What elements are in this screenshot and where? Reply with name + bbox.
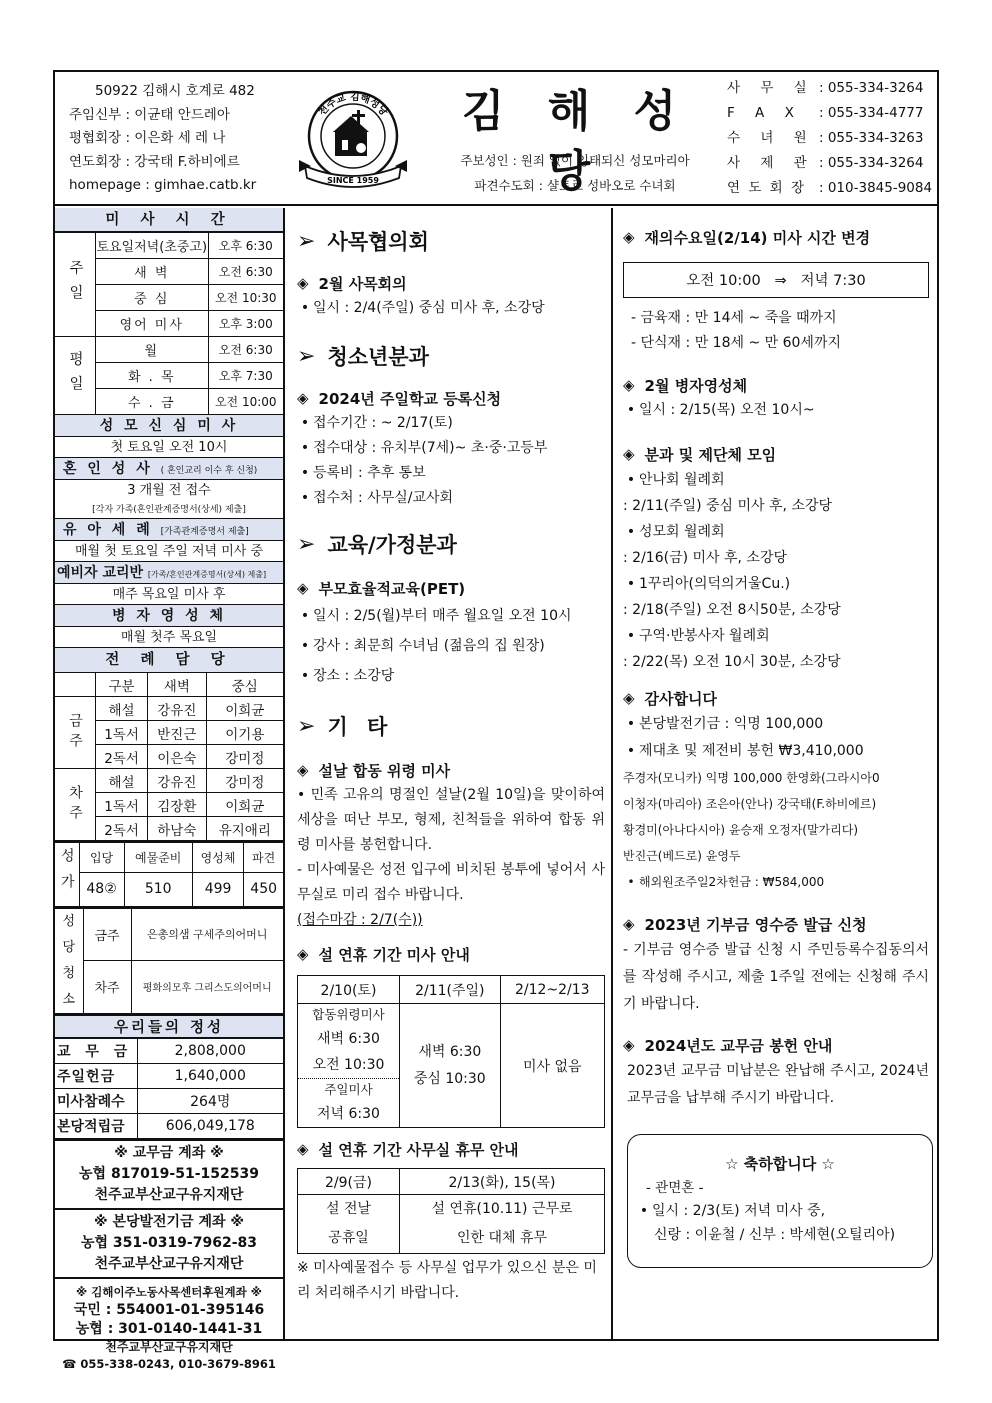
mass-name: 중 심 — [96, 285, 209, 311]
mass-row — [55, 233, 283, 259]
contact-rectory: 사 제 관 : 055-334-3264 — [727, 155, 924, 171]
duty-header-row — [55, 673, 283, 697]
duty-header: 중심 — [206, 673, 283, 697]
marian-mass-value: 첫 토요일 오전 10시 — [55, 437, 283, 458]
memorial-deadline: (접수마감 : 2/7(수)) — [297, 912, 423, 928]
mass-row — [55, 337, 283, 363]
account-number: 농협 351-0319-7962-83 — [81, 1234, 257, 1251]
account-phone: ☎ 055-338-0243, 010-3679-8961 — [62, 1356, 276, 1371]
diamond-icon: ◈ — [297, 1140, 309, 1158]
cleaning-label: 성당청소 — [55, 908, 83, 1014]
offering-table — [55, 1038, 283, 1139]
wedding-heading: 혼 인 성 사 ( 혼인교리 이수 후 신청) — [55, 458, 283, 480]
contact-fax: F A X : 055-334-4777 — [727, 105, 924, 121]
offering-label: 본당적립금 — [55, 1113, 137, 1138]
mass-name: 새 벽 — [96, 259, 209, 285]
sick-communion-subtitle: ◈ 2월 병자영성체 — [623, 376, 748, 395]
right-column — [615, 208, 937, 1341]
contact-yeondo: 연 도 회 장 : 010-3845-9084 — [727, 180, 933, 196]
council-section-title: ➢ 사목협의회 — [297, 228, 429, 254]
hymn-header: 영성체 — [192, 842, 243, 872]
diamond-icon: ◈ — [297, 389, 309, 407]
logo-text: 천주교 김해성당 — [316, 91, 390, 119]
mass-name: 토요일저녁(초중고) — [96, 233, 209, 259]
schedule-header: 2/10(토) — [298, 976, 400, 1004]
duty-cell: 하남숙 — [148, 817, 207, 841]
arrow-icon: ➢ — [297, 228, 316, 254]
meeting-name: • 1꾸리아(의덕의거울Cu.) — [626, 576, 791, 592]
parish-info — [69, 80, 289, 198]
hymn-header: 예물준비 — [124, 842, 192, 872]
council-president: 평협회장 : 이은화 세 레 나 — [69, 130, 226, 147]
hymn-header: 입당 — [79, 842, 124, 872]
mass-times-table — [55, 232, 283, 415]
account-number: 농협 817019-51-152539 — [79, 1165, 259, 1182]
logo-since: SINCE 1959 — [327, 176, 379, 185]
duty-cell: 김장환 — [148, 793, 207, 817]
arrow-icon: ➢ — [297, 713, 316, 739]
cleaning-groups: 은총의샘 구세주의어머니 — [131, 908, 283, 961]
header-subinfo — [445, 148, 705, 198]
offering-value: 2,808,000 — [137, 1038, 283, 1063]
memorial-mass-note: - 미사예물은 성전 입구에 비치된 봉투에 넣어서 사무실로 미리 접수 바랍니다. — [297, 862, 605, 903]
meeting-name: • 구역·반봉사자 월례회 — [626, 628, 770, 644]
sick-communion-heading: 병 자 영 성 체 — [55, 605, 283, 627]
account-title: ※ 김해이주노동사목센터후원계좌 ※ — [76, 1284, 262, 1299]
offering-value: 1,640,000 — [137, 1063, 283, 1088]
mass-name: 영어 미사 — [96, 311, 209, 337]
schedule-cell: 설 연휴(10.11) 근무로 인한 대체 휴무 — [400, 1195, 605, 1254]
memorial-mass-text: • 민족 고유의 명절인 설날(2월 10일)을 맞이하여 세상을 떠난 부모, 형제, 친척들을 위하여 합동 위령 미사를 봉헌합니다. — [297, 787, 605, 853]
cleaning-week: 차주 — [83, 960, 131, 1013]
mass-name: 화 . 목 — [96, 363, 209, 389]
contact-convent: 수 녀 원 : 055-334-3263 — [727, 130, 924, 146]
duty-header: 새벽 — [148, 673, 207, 697]
list-item: • 일시 : 2/5(월)부터 매주 월요일 오전 10시 — [300, 608, 572, 624]
schedule-cell: 합동위령미사 새벽 6:30 오전 10:30 주일미사 저녁 6:30 — [298, 1004, 400, 1128]
diamond-icon: ◈ — [297, 761, 309, 779]
religious-order: 파견수도회 : 샬트르 성바오로 수녀회 — [474, 178, 676, 193]
arrow-icon: ➢ — [297, 531, 316, 557]
main-column — [287, 208, 613, 1341]
schedule-header: 2/13(화), 15(목) — [400, 1169, 605, 1195]
contact-office: 사 무 실 : 055-334-3264 — [727, 80, 924, 96]
development-fund-account — [55, 1208, 283, 1277]
address: 50922 김해시 호계로 482 — [95, 83, 255, 99]
office-note: ※ 미사예물접수 등 사무실 업무가 있으신 분은 미리 처리해주시기 바랍니다. — [297, 1260, 597, 1301]
meeting-name: • 성모회 월례회 — [626, 524, 725, 540]
baptism-heading: 유 아 세 례 [가족관계증명서 제출] — [55, 519, 283, 541]
meeting-time: : 2/11(주일) 중심 미사 후, 소강당 — [623, 498, 833, 514]
contact-list — [727, 76, 937, 201]
duty-cell: 이희균 — [206, 697, 283, 721]
donor-line: 반진근(베드로) 윤영두 — [623, 849, 741, 863]
wedding-value: 3 개월 전 접수 — [127, 483, 211, 498]
meeting-time: : 2/16(금) 미사 후, 소강당 — [623, 550, 787, 566]
account-title: ※ 본당발전기금 계좌 ※ — [93, 1213, 245, 1230]
offering-value: 264명 — [137, 1088, 283, 1113]
duty-cell: 1독서 — [96, 793, 148, 817]
catechism-heading: 예비자 교리반 [가족/혼인관계증명서(상세) 제출] — [55, 562, 283, 584]
duty-cell: 이은숙 — [148, 745, 207, 769]
diamond-icon: ◈ — [623, 376, 635, 394]
account-holder: 천주교부산교구유지재단 — [94, 1255, 244, 1272]
list-item: • 접수대상 : 유치부(7세)~ 초·중·고등부 — [300, 440, 548, 456]
diamond-icon: ◈ — [623, 1036, 635, 1054]
yeondo-president: 연도회장 : 강국태 F.하비에르 — [69, 153, 240, 170]
thanks-subtitle: ◈ 감사합니다 — [623, 689, 717, 708]
pastor: 주임신부 : 이균태 안드레아 — [69, 106, 230, 123]
holiday-mass-table — [297, 975, 605, 1128]
cleaning-table — [55, 907, 283, 1014]
schedule-header: 2/11(주일) — [400, 976, 501, 1004]
meeting-time: : 2/22(목) 오전 10시 30분, 소강당 — [623, 654, 841, 670]
marian-mass-heading: 성 모 신 심 미 사 — [55, 415, 283, 437]
schedule-header: 2/12~2/13 — [500, 976, 604, 1004]
duty-cell: 강유진 — [148, 769, 207, 793]
mass-times-heading: 미 사 시 간 — [55, 208, 283, 232]
baptism-value: 매월 첫 토요일 주일 저녁 미사 중 — [55, 541, 283, 562]
list-item: • 등록비 : 추후 통보 — [300, 465, 426, 481]
duty-cell: 반진근 — [148, 721, 207, 745]
group-meeting-subtitle: ◈ 분과 및 제단체 모임 — [623, 445, 777, 464]
list-item: • 강사 : 최문희 수녀님 (젊음의 집 원장) — [300, 638, 545, 654]
donor-line: 황경미(아나다시아) 윤승재 오정자(말가리다) — [623, 823, 859, 837]
bulletin-page — [53, 70, 939, 1371]
duty-cell: 강미정 — [206, 745, 283, 769]
bulletin-header — [55, 72, 937, 206]
mass-name: 월 — [96, 337, 209, 363]
hymn-number: 450 — [244, 872, 283, 906]
diamond-icon: ◈ — [297, 579, 309, 597]
couple-names: 신랑 : 이윤철 / 신부 : 박세현(오틸리아) — [654, 1227, 896, 1243]
memorial-mass-subtitle: ◈ 설날 합동 위령 미사 — [297, 761, 451, 780]
mass-time: 오전 6:30 — [208, 259, 283, 285]
list-item: • 본당발전기금 : 익명 100,000 — [626, 716, 824, 732]
duty-cell: 1독서 — [96, 721, 148, 745]
offering-label: 주일헌금 — [55, 1063, 137, 1088]
duty-row — [55, 769, 283, 793]
cleaning-groups: 평화의모후 그리스도의어머니 — [131, 960, 283, 1013]
mass-name: 수 . 금 — [96, 389, 209, 415]
duty-cell: 유지애리 — [206, 817, 283, 841]
sunday-label: 주일 — [55, 233, 96, 337]
hymn-header: 파견 — [244, 842, 283, 872]
offering-value: 606,049,178 — [137, 1113, 283, 1138]
diamond-icon: ◈ — [623, 445, 635, 463]
hymn-table — [55, 841, 283, 907]
mass-time: 오전 10:00 — [208, 389, 283, 415]
hymn-number: 48② — [79, 872, 124, 906]
sidebar-column — [55, 208, 285, 1371]
cleaning-week: 금주 — [83, 908, 131, 961]
duty-cell: 이기용 — [206, 721, 283, 745]
list-item: • 장소 : 소강당 — [300, 668, 395, 684]
account-holder: 천주교부산교구유지재단 — [94, 1186, 244, 1203]
duty-group-label: 차주 — [55, 769, 96, 841]
schedule-cell: 미사 없음 — [500, 1004, 604, 1128]
tithe-text: 2023년 교무금 미납분은 완납해 주시고, 2024년 교무금을 납부해 주시기 바랍니다. — [627, 1063, 929, 1106]
duty-cell: 이희균 — [206, 793, 283, 817]
liturgy-duty-heading: 전 례 담 당 — [55, 648, 283, 672]
fasting-rule: - 금육재 : 만 14세 ~ 죽을 때까지 — [631, 310, 837, 326]
account-holder: 천주교부산교구유지재단 — [105, 1339, 233, 1354]
meeting-time: : 2/18(주일) 오전 8시50분, 소강당 — [623, 602, 841, 618]
list-item: • 해외원조주일2차헌금 : ₩584,000 — [627, 875, 825, 889]
mass-time: 오전 6:30 — [208, 337, 283, 363]
liturgy-duty-table — [55, 672, 283, 841]
hymn-number: 510 — [124, 872, 192, 906]
offering-label: 교 무 금 — [55, 1038, 137, 1063]
list-item: • 일시 : 2/15(목) 오전 10시~ — [626, 402, 815, 418]
diamond-icon: ◈ — [623, 689, 635, 707]
parish-title: 김 해 성 당 — [461, 86, 691, 197]
donor-line: 이청자(마리아) 조은아(안나) 강국태(F.하비에르) — [623, 797, 877, 811]
migrant-center-account — [55, 1277, 283, 1375]
ash-wednesday-subtitle: ◈ 재의수요일(2/14) 미사 시간 변경 — [623, 228, 871, 247]
duty-cell: 2독서 — [96, 745, 148, 769]
office-closure-subtitle: ◈ 설 연휴 기간 사무실 휴무 안내 — [297, 1140, 519, 1159]
congratulations-box — [627, 1134, 933, 1268]
duty-cell: 강유진 — [148, 697, 207, 721]
schedule-cell: 새벽 6:30 중심 10:30 — [400, 1004, 501, 1128]
account-title: ※ 교무금 계좌 ※ — [114, 1144, 224, 1161]
list-item: • 일시 : 2/3(토) 저녁 미사 중, — [639, 1203, 826, 1219]
youth-section-title: ➢ 청소년분과 — [297, 343, 429, 369]
donor-line: 주경자(모니카) 익명 100,000 한영화(그라시아0 — [623, 771, 880, 785]
list-item: • 일시 : 2/4(주일) 중심 미사 후, 소강당 — [300, 300, 545, 316]
parish-logo-icon — [295, 86, 411, 194]
diamond-icon: ◈ — [623, 228, 635, 246]
mass-time: 오전 10:30 — [208, 285, 283, 311]
duty-row — [55, 697, 283, 721]
mass-time: 오후 3:00 — [208, 311, 283, 337]
diamond-icon: ◈ — [297, 945, 309, 963]
ash-wednesday-time-box: 오전 10:00 ⇒ 저녁 7:30 — [623, 262, 929, 298]
duty-group-label: 금주 — [55, 697, 96, 769]
education-section-title: ➢ 교육/가정분과 — [297, 531, 457, 557]
office-closure-table — [297, 1168, 605, 1254]
duty-cell: 강미정 — [206, 769, 283, 793]
holiday-mass-subtitle: ◈ 설 연휴 기간 미사 안내 — [297, 945, 470, 964]
youth-subtitle: ◈ 2024년 주일학교 등록신청 — [297, 389, 502, 408]
diamond-icon: ◈ — [297, 274, 309, 292]
offering-heading: 우리들의 정성 — [55, 1014, 283, 1038]
account-number: 국민 : 554001-01-395146 — [73, 1301, 265, 1318]
patron-saint: 주보성인 : 원죄 없이 잉태되신 성모마리아 — [460, 153, 690, 168]
dispensation-label: - 관면혼 - — [646, 1180, 704, 1196]
duty-cell: 해설 — [96, 697, 148, 721]
mass-time: 오후 6:30 — [208, 233, 283, 259]
mass-time: 오후 7:30 — [208, 363, 283, 389]
weekday-label: 평일 — [55, 337, 96, 415]
duty-cell: 해설 — [96, 769, 148, 793]
hymn-label: 성가 — [55, 842, 79, 906]
list-item: • 접수처 : 사무실/교사회 — [300, 490, 454, 506]
fasting-rule: - 단식재 : 만 18세 ~ 만 60세까지 — [631, 335, 841, 351]
catechism-value: 매주 목요일 미사 후 — [55, 584, 283, 605]
account-number: 농협 : 301-0140-1441-31 — [75, 1320, 263, 1337]
meeting-name: • 안나회 월례회 — [626, 472, 725, 488]
duty-cell: 2독서 — [96, 817, 148, 841]
congratulations-title: ☆ 축하합니다 ☆ — [725, 1155, 835, 1173]
list-item: • 접수기간 : ~ 2/17(토) — [300, 415, 453, 431]
council-subtitle: ◈ 2월 사목회의 — [297, 274, 407, 293]
receipt-subtitle: ◈ 2023년 기부금 영수증 발급 신청 — [623, 915, 867, 934]
schedule-header: 2/9(금) — [298, 1169, 400, 1195]
duty-header: 구분 — [96, 673, 148, 697]
tithe-account — [55, 1139, 283, 1208]
arrow-icon: ➢ — [297, 343, 316, 369]
offering-label: 미사참례수 — [55, 1088, 137, 1113]
schedule-cell: 설 전날 공휴일 — [298, 1195, 400, 1254]
education-subtitle: ◈ 부모효율적교육(PET) — [297, 579, 466, 598]
tithe-subtitle: ◈ 2024년도 교무금 봉헌 안내 — [623, 1036, 833, 1055]
etc-section-title: ➢ 기 타 — [297, 713, 394, 739]
homepage-link[interactable]: homepage : gimhae.catb.kr — [69, 177, 257, 194]
sick-communion-value: 매월 첫주 목요일 — [55, 627, 283, 648]
wedding-docs: [각자 가족(혼인관계증명서(상세) 제출] — [55, 501, 283, 519]
diamond-icon: ◈ — [623, 915, 635, 933]
receipt-text: - 기부금 영수증 발급 신청 시 주민등록수집동의서를 작성해 주시고, 제출 1주일 전에는 신청해 주시기 바랍니다. — [623, 942, 929, 1012]
hymn-number: 499 — [192, 872, 243, 906]
list-item: • 제대초 및 제전비 봉헌 ₩3,410,000 — [626, 743, 864, 759]
